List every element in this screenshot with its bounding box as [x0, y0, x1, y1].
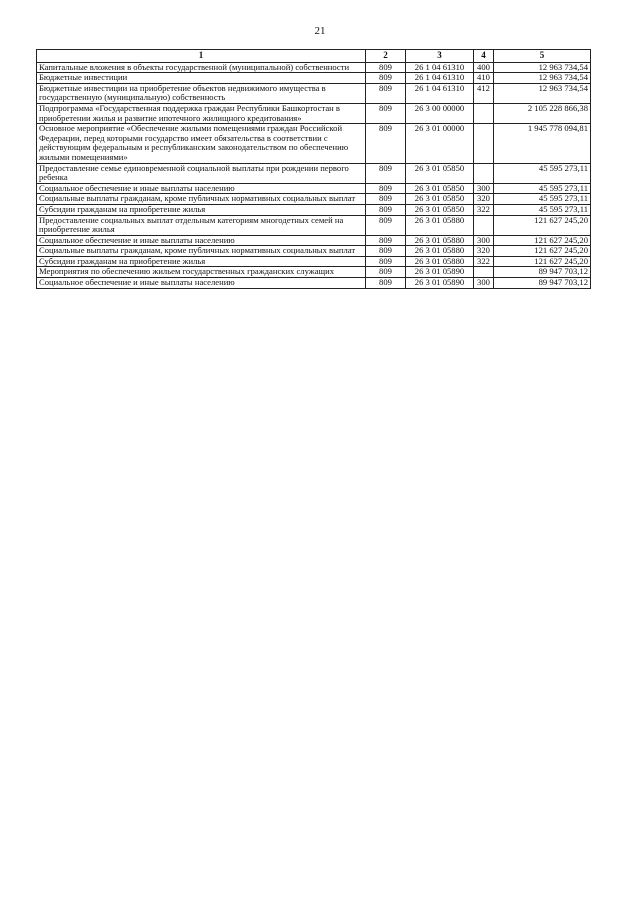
- expense-type-cell: [474, 163, 494, 183]
- expense-type-cell: [474, 215, 494, 235]
- expense-type-cell: [474, 124, 494, 163]
- item-name-cell: Основное мероприятие «Обеспечение жилыми помещениями граждан Российской Федерации, перед которыми государство имеет обязательства в соответствии с действующим федеральным и республиканским законодательством по обеспечению жилыми помещениями»: [37, 124, 366, 163]
- amount-cell: 1 945 778 094,81: [494, 124, 591, 163]
- ministry-code-cell: 809: [366, 194, 406, 205]
- target-article-cell: 26 1 04 61310: [406, 62, 474, 73]
- expense-type-cell: 322: [474, 256, 494, 267]
- column-header-1: 1: [37, 50, 366, 63]
- target-article-cell: 26 3 01 05850: [406, 183, 474, 194]
- item-name-cell: Предоставление семье единовременной социальной выплаты при рождении первого ребенка: [37, 163, 366, 183]
- amount-cell: 45 595 273,11: [494, 194, 591, 205]
- amount-cell: 45 595 273,11: [494, 204, 591, 215]
- item-name-cell: Субсидии гражданам на приобретение жилья: [37, 204, 366, 215]
- item-name-cell: Социальное обеспечение и иные выплаты населению: [37, 278, 366, 289]
- table-row: [37, 278, 591, 289]
- item-name-cell: Подпрограмма «Государственная поддержка граждан Республики Башкортостан в приобретении жилья и развитие ипотечного жилищного кредитования»: [37, 103, 366, 123]
- ministry-code-cell: 809: [366, 204, 406, 215]
- amount-cell: 89 947 703,12: [494, 278, 591, 289]
- budget-table: [36, 49, 591, 289]
- table-row: [37, 246, 591, 257]
- amount-cell: 121 627 245,20: [494, 256, 591, 267]
- ministry-code-cell: 809: [366, 163, 406, 183]
- column-header-4: 4: [474, 50, 494, 63]
- target-article-cell: 26 3 01 05880: [406, 215, 474, 235]
- table-row: [37, 183, 591, 194]
- amount-cell: 89 947 703,12: [494, 267, 591, 278]
- expense-type-cell: 322: [474, 204, 494, 215]
- amount-cell: 45 595 273,11: [494, 163, 591, 183]
- table-row: [37, 163, 591, 183]
- expense-type-cell: 300: [474, 235, 494, 246]
- table-row: [37, 194, 591, 205]
- column-header-5: 5: [494, 50, 591, 63]
- target-article-cell: 26 3 01 05850: [406, 194, 474, 205]
- expense-type-cell: 320: [474, 246, 494, 257]
- table-header-row: [37, 50, 591, 63]
- ministry-code-cell: 809: [366, 62, 406, 73]
- item-name-cell: Социальные выплаты гражданам, кроме публичных нормативных социальных выплат: [37, 194, 366, 205]
- amount-cell: 121 627 245,20: [494, 215, 591, 235]
- target-article-cell: 26 3 01 05890: [406, 267, 474, 278]
- item-name-cell: Мероприятия по обеспечению жильем государственных гражданских служащих: [37, 267, 366, 278]
- ministry-code-cell: 809: [366, 73, 406, 84]
- target-article-cell: 26 3 01 05880: [406, 235, 474, 246]
- ministry-code-cell: 809: [366, 278, 406, 289]
- target-article-cell: 26 3 01 05880: [406, 256, 474, 267]
- item-name-cell: Социальное обеспечение и иные выплаты населению: [37, 235, 366, 246]
- item-name-cell: Предоставление социальных выплат отдельным категориям многодетных семей на приобретение жилья: [37, 215, 366, 235]
- target-article-cell: 26 3 00 00000: [406, 103, 474, 123]
- amount-cell: 12 963 734,54: [494, 62, 591, 73]
- item-name-cell: Бюджетные инвестиции: [37, 73, 366, 84]
- ministry-code-cell: 809: [366, 124, 406, 163]
- page-number: 21: [314, 25, 326, 37]
- column-header-3: 3: [406, 50, 474, 63]
- table-row: [37, 103, 591, 123]
- expense-type-cell: [474, 103, 494, 123]
- amount-cell: 2 105 228 866,38: [494, 103, 591, 123]
- target-article-cell: 26 3 01 05850: [406, 163, 474, 183]
- ministry-code-cell: 809: [366, 183, 406, 194]
- amount-cell: 121 627 245,20: [494, 246, 591, 257]
- expense-type-cell: 300: [474, 278, 494, 289]
- ministry-code-cell: 809: [366, 83, 406, 103]
- table-row: [37, 124, 591, 163]
- amount-cell: 45 595 273,11: [494, 183, 591, 194]
- table-row: [37, 62, 591, 73]
- table-row: [37, 256, 591, 267]
- ministry-code-cell: 809: [366, 215, 406, 235]
- expense-type-cell: 300: [474, 183, 494, 194]
- ministry-code-cell: 809: [366, 235, 406, 246]
- target-article-cell: 26 3 01 05890: [406, 278, 474, 289]
- expense-type-cell: 412: [474, 83, 494, 103]
- item-name-cell: Субсидии гражданам на приобретение жилья: [37, 256, 366, 267]
- table-row: [37, 204, 591, 215]
- amount-cell: 121 627 245,20: [494, 235, 591, 246]
- column-header-2: 2: [366, 50, 406, 63]
- table-row: [37, 267, 591, 278]
- item-name-cell: Социальное обеспечение и иные выплаты населению: [37, 183, 366, 194]
- ministry-code-cell: 809: [366, 256, 406, 267]
- item-name-cell: Социальные выплаты гражданам, кроме публичных нормативных социальных выплат: [37, 246, 366, 257]
- target-article-cell: 26 3 01 05880: [406, 246, 474, 257]
- amount-cell: 12 963 734,54: [494, 83, 591, 103]
- target-article-cell: 26 1 04 61310: [406, 83, 474, 103]
- target-article-cell: 26 3 01 05850: [406, 204, 474, 215]
- expense-type-cell: 320: [474, 194, 494, 205]
- table-row: [37, 215, 591, 235]
- table-row: [37, 83, 591, 103]
- expense-type-cell: 400: [474, 62, 494, 73]
- target-article-cell: 26 1 04 61310: [406, 73, 474, 84]
- expense-type-cell: 410: [474, 73, 494, 84]
- ministry-code-cell: 809: [366, 246, 406, 257]
- ministry-code-cell: 809: [366, 267, 406, 278]
- ministry-code-cell: 809: [366, 103, 406, 123]
- table-row: [37, 235, 591, 246]
- table-body: [37, 62, 591, 288]
- target-article-cell: 26 3 01 00000: [406, 124, 474, 163]
- amount-cell: 12 963 734,54: [494, 73, 591, 84]
- expense-type-cell: [474, 267, 494, 278]
- table-row: [37, 73, 591, 84]
- item-name-cell: Бюджетные инвестиции на приобретение объектов недвижимого имущества в государственную (муниципальную) собственность: [37, 83, 366, 103]
- item-name-cell: Капитальные вложения в объекты государственной (муниципальной) собственности: [37, 62, 366, 73]
